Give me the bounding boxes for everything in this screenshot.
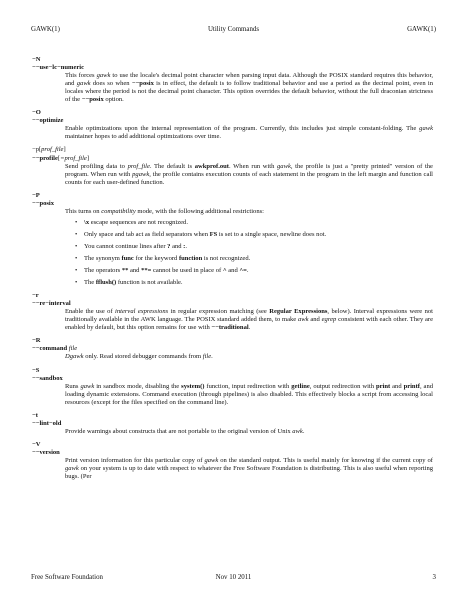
footer-left: Free Software Foundation bbox=[31, 574, 103, 581]
option-long: −−re−interval bbox=[32, 300, 71, 308]
list-item bbox=[75, 279, 433, 287]
option-long: −−use−lc−numeric bbox=[32, 64, 85, 72]
option-long: −−posix bbox=[32, 199, 55, 207]
option-short: −V bbox=[32, 440, 41, 448]
option-short: −p[prof_file] bbox=[32, 146, 66, 154]
list-item bbox=[75, 231, 433, 239]
option-description: Provide warnings about constructs that are not portable to the original version of Unix awk. bbox=[65, 427, 305, 435]
restriction-list bbox=[75, 219, 433, 287]
option-command bbox=[32, 337, 433, 361]
option-short: −S bbox=[32, 366, 40, 374]
option-description: Send profiling data to prof_file. The default is awkprof.out. When run with gawk, the profile is just a "pretty printed" version of the program. When run with pgawk, the profile contains execution counts of each statement in the program in the left margin and function call counts for each user-defined function. bbox=[65, 162, 433, 186]
option-description: Enable the use of interval expressions in regular expression matching (see Regular Expressions, below). Interval expressions were not traditionally available in the AWK language. The POSIX standard added them, to make awk and egrep consistent with each other. They are enabled by default, but this option remains for use with −−traditional. bbox=[65, 308, 434, 332]
bullet-icon: • bbox=[75, 279, 78, 287]
option-re-interval bbox=[32, 292, 434, 332]
option-short: −t bbox=[32, 411, 38, 419]
option-long: −−sandbox bbox=[32, 374, 63, 382]
option-profile bbox=[32, 146, 433, 186]
option-long: −−version bbox=[32, 448, 60, 456]
option-optimize bbox=[32, 109, 433, 141]
bullet-icon: • bbox=[75, 218, 78, 226]
bullet-icon: • bbox=[75, 242, 78, 250]
footer-date: Nov 10 2011 bbox=[215, 574, 252, 581]
list-item-text: You cannot continue lines after ? and :. bbox=[84, 242, 187, 250]
option-description: Print version information for this particular copy of gawk on the standard output. This is useful mainly for knowing if the current copy of gawk on your system is up to date with respect to whatever the Free Software Foundation is distributing. This is also useful when reporting bugs. (Per bbox=[65, 456, 433, 481]
page-number: 3 bbox=[432, 574, 436, 581]
options-list bbox=[32, 56, 434, 486]
option-lint-old bbox=[32, 411, 433, 436]
option-short: −P bbox=[32, 191, 40, 199]
option-description: Enable optimizations upon the internal representation of the program. Currently, this includes just simple constant-folding. The gawk maintainer hopes to add additional optimizations over time. bbox=[65, 125, 433, 141]
option-description: This turns on compatibility mode, with the following additional restrictions: bbox=[65, 207, 264, 215]
option-long: −−optimize bbox=[32, 117, 64, 125]
bullet-icon: • bbox=[75, 267, 78, 275]
bullet-icon: • bbox=[75, 230, 78, 238]
list-item bbox=[75, 219, 433, 227]
option-long: −−profile[=prof_file] bbox=[32, 154, 89, 162]
bullet-icon: • bbox=[75, 254, 78, 262]
list-item-text: The synonym func for the keyword function is not recognized. bbox=[84, 254, 251, 262]
list-item-text: The operators ** and **= cannot be used in place of ^ and ^=. bbox=[84, 267, 249, 275]
option-use-lc-numeric bbox=[32, 56, 433, 104]
option-description: Dgawk only. Read stored debugger commands from file. bbox=[65, 353, 213, 361]
list-item bbox=[75, 243, 433, 251]
option-long: −−command file bbox=[32, 345, 78, 353]
option-version bbox=[32, 440, 433, 481]
header-right: GAWK(1) bbox=[407, 26, 436, 33]
list-item-text: Only space and tab act as field separators when FS is set to a single space, newline does not. bbox=[84, 230, 327, 238]
option-short: −O bbox=[32, 109, 41, 117]
option-short: −R bbox=[32, 337, 41, 345]
header-left: GAWK(1) bbox=[31, 26, 60, 33]
list-item-text: The fflush() function is not available. bbox=[84, 279, 183, 287]
header-center: Utility Commands bbox=[207, 26, 260, 33]
option-sandbox bbox=[32, 366, 433, 407]
option-description: This forces gawk to use the locale's decimal point character when parsing input data. Although the POSIX standard requires this behavior, and gawk does so when −−posix is in effect, the default is to follow traditional behavior and use a period as the decimal point, even in locales where the period is not the decimal point character. This option overrides the default behavior, without the full draconian strictness of the −−posix option. bbox=[65, 72, 433, 104]
option-posix bbox=[32, 191, 433, 287]
option-short: −N bbox=[32, 56, 41, 63]
list-item bbox=[75, 255, 433, 263]
list-item bbox=[75, 267, 433, 275]
option-long: −−lint−old bbox=[32, 419, 62, 427]
option-description: Runs gawk in sandbox mode, disabling the system() function, input redirection with getline, output redirection with print and printf, and loading dynamic extensions. Command execution (through pipelines) is also disabled. This effectively blocks a script from accessing local resources (except for the files specified on the command line). bbox=[65, 382, 433, 406]
option-short: −r bbox=[32, 292, 39, 300]
list-item-text: \x escape sequences are not recognized. bbox=[84, 218, 188, 226]
